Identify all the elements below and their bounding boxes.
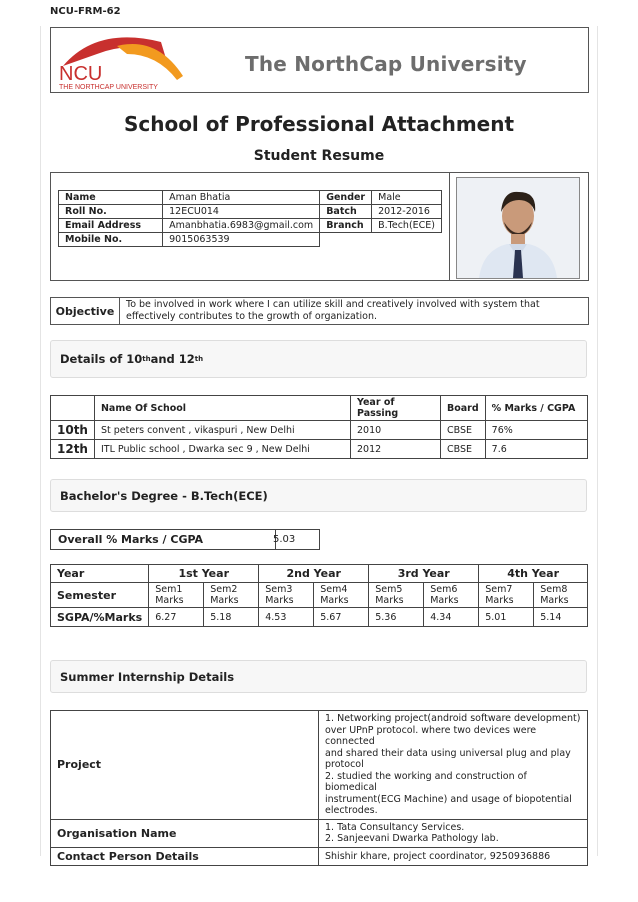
university-header	[50, 27, 589, 93]
sgpa-8: 5.14	[534, 608, 588, 627]
overall-cgpa-value: 5.03	[273, 534, 296, 545]
school-table	[50, 395, 588, 459]
sem-6: Sem6 Marks	[424, 583, 479, 608]
board-12th: CBSE	[440, 440, 485, 459]
name-label: Name	[59, 191, 163, 205]
board-10th: CBSE	[440, 421, 485, 440]
sem-1: Sem1 Marks	[149, 583, 204, 608]
level-12th: 12th	[51, 440, 95, 459]
form-code: NCU-FRM-62	[50, 6, 121, 17]
section-degree: Bachelor's Degree - B.Tech(ECE)	[50, 479, 587, 512]
header-marks: % Marks / CGPA	[485, 396, 587, 421]
branch-label: Branch	[320, 219, 372, 233]
objective-box	[50, 297, 589, 325]
sgpa-4: 5.67	[314, 608, 369, 627]
mobile-value: 9015063539	[163, 233, 320, 247]
year-label: Year	[51, 565, 149, 583]
email-label: Email Address	[59, 219, 163, 233]
semester-label: Semester	[51, 583, 149, 608]
project-details: 1. Networking project(android software development) over UPnP protocol. where two devices were connected and shared their data using universal plug and play protocol 2. studied the working and construction of biomedical instrument(ECG Machine) and usage of biopotential electrodes.	[319, 711, 588, 820]
name-value: Aman Bhatia	[163, 191, 320, 205]
year-4: 4th Year	[479, 565, 588, 583]
section-internship: Summer Internship Details	[50, 660, 587, 693]
marks-12th: 7.6	[485, 440, 587, 459]
batch-value: 2012-2016	[372, 205, 442, 219]
school-12th: ITL Public school , Dwarka sec 9 , New Delhi	[94, 440, 350, 459]
year-10th: 2010	[350, 421, 440, 440]
sgpa-5: 5.36	[369, 608, 424, 627]
batch-label: Batch	[320, 205, 372, 219]
student-info-box	[50, 172, 589, 281]
objective-text: To be involved in work where I can utilize skill and creatively involved with system that effectively contributes to the growth of organization.	[126, 299, 540, 322]
mobile-label: Mobile No.	[59, 233, 163, 247]
header-year-passing: Year of Passing	[350, 396, 440, 421]
objective-label: Objective	[51, 298, 120, 324]
project-label: Project	[51, 711, 319, 820]
school-title: School of Professional Attachment	[123, 112, 515, 136]
student-info-table	[58, 190, 442, 247]
header-board: Board	[440, 396, 485, 421]
gender-label: Gender	[320, 191, 372, 205]
logo-subtext: THE NORTHCAP UNIVERSITY	[59, 84, 158, 90]
level-10th: 10th	[51, 421, 95, 440]
internship-table	[50, 710, 588, 866]
school-10th: St peters convent , vikaspuri , New Delhi	[94, 421, 350, 440]
sgpa-3: 4.53	[259, 608, 314, 627]
sem-4: Sem4 Marks	[314, 583, 369, 608]
header-school-name: Name Of School	[94, 396, 350, 421]
marks-10th: 76%	[485, 421, 587, 440]
overall-cgpa-box	[50, 529, 320, 550]
year-1: 1st Year	[149, 565, 259, 583]
photo-cell	[449, 173, 588, 280]
sem-5: Sem5 Marks	[369, 583, 424, 608]
sgpa-7: 5.01	[479, 608, 534, 627]
logo-text: NCU	[59, 63, 103, 85]
sgpa-6: 4.34	[424, 608, 479, 627]
branch-value: B.Tech(ECE)	[372, 219, 442, 233]
roll-value: 12ECU014	[163, 205, 320, 219]
sgpa-2: 5.18	[204, 608, 259, 627]
sem-2: Sem2 Marks	[204, 583, 259, 608]
year-3: 3rd Year	[369, 565, 479, 583]
roll-label: Roll No.	[59, 205, 163, 219]
section-school-details	[50, 340, 587, 378]
section-title-mid: and 12	[150, 352, 195, 366]
sem-8: Sem8 Marks	[534, 583, 588, 608]
student-photo	[456, 177, 580, 279]
sup-th-1: th	[142, 355, 151, 363]
sup-th-2: th	[194, 355, 204, 363]
semester-table	[50, 564, 588, 627]
contact-details: Shishir khare, project coordinator, 9250936886	[319, 847, 588, 865]
overall-cgpa-label: Overall % Marks / CGPA	[51, 530, 276, 549]
resume-title: Student Resume	[253, 148, 385, 164]
year-2: 2nd Year	[259, 565, 369, 583]
contact-label: Contact Person Details	[51, 847, 319, 865]
year-12th: 2012	[350, 440, 440, 459]
university-name: The NorthCap University	[245, 52, 527, 76]
sem-3: Sem3 Marks	[259, 583, 314, 608]
organisation-details: 1. Tata Consultancy Services. 2. Sanjeevani Dwarka Pathology lab.	[319, 819, 588, 847]
email-value: Amanbhatia.6983@gmail.com	[163, 219, 320, 233]
gender-value: Male	[372, 191, 442, 205]
sem-7: Sem7 Marks	[479, 583, 534, 608]
section-title-prefix: Details of 10	[60, 352, 143, 366]
sgpa-1: 6.27	[149, 608, 204, 627]
organisation-label: Organisation Name	[51, 819, 319, 847]
sgpa-label: SGPA/%Marks	[51, 608, 149, 627]
ncu-logo	[57, 32, 197, 90]
